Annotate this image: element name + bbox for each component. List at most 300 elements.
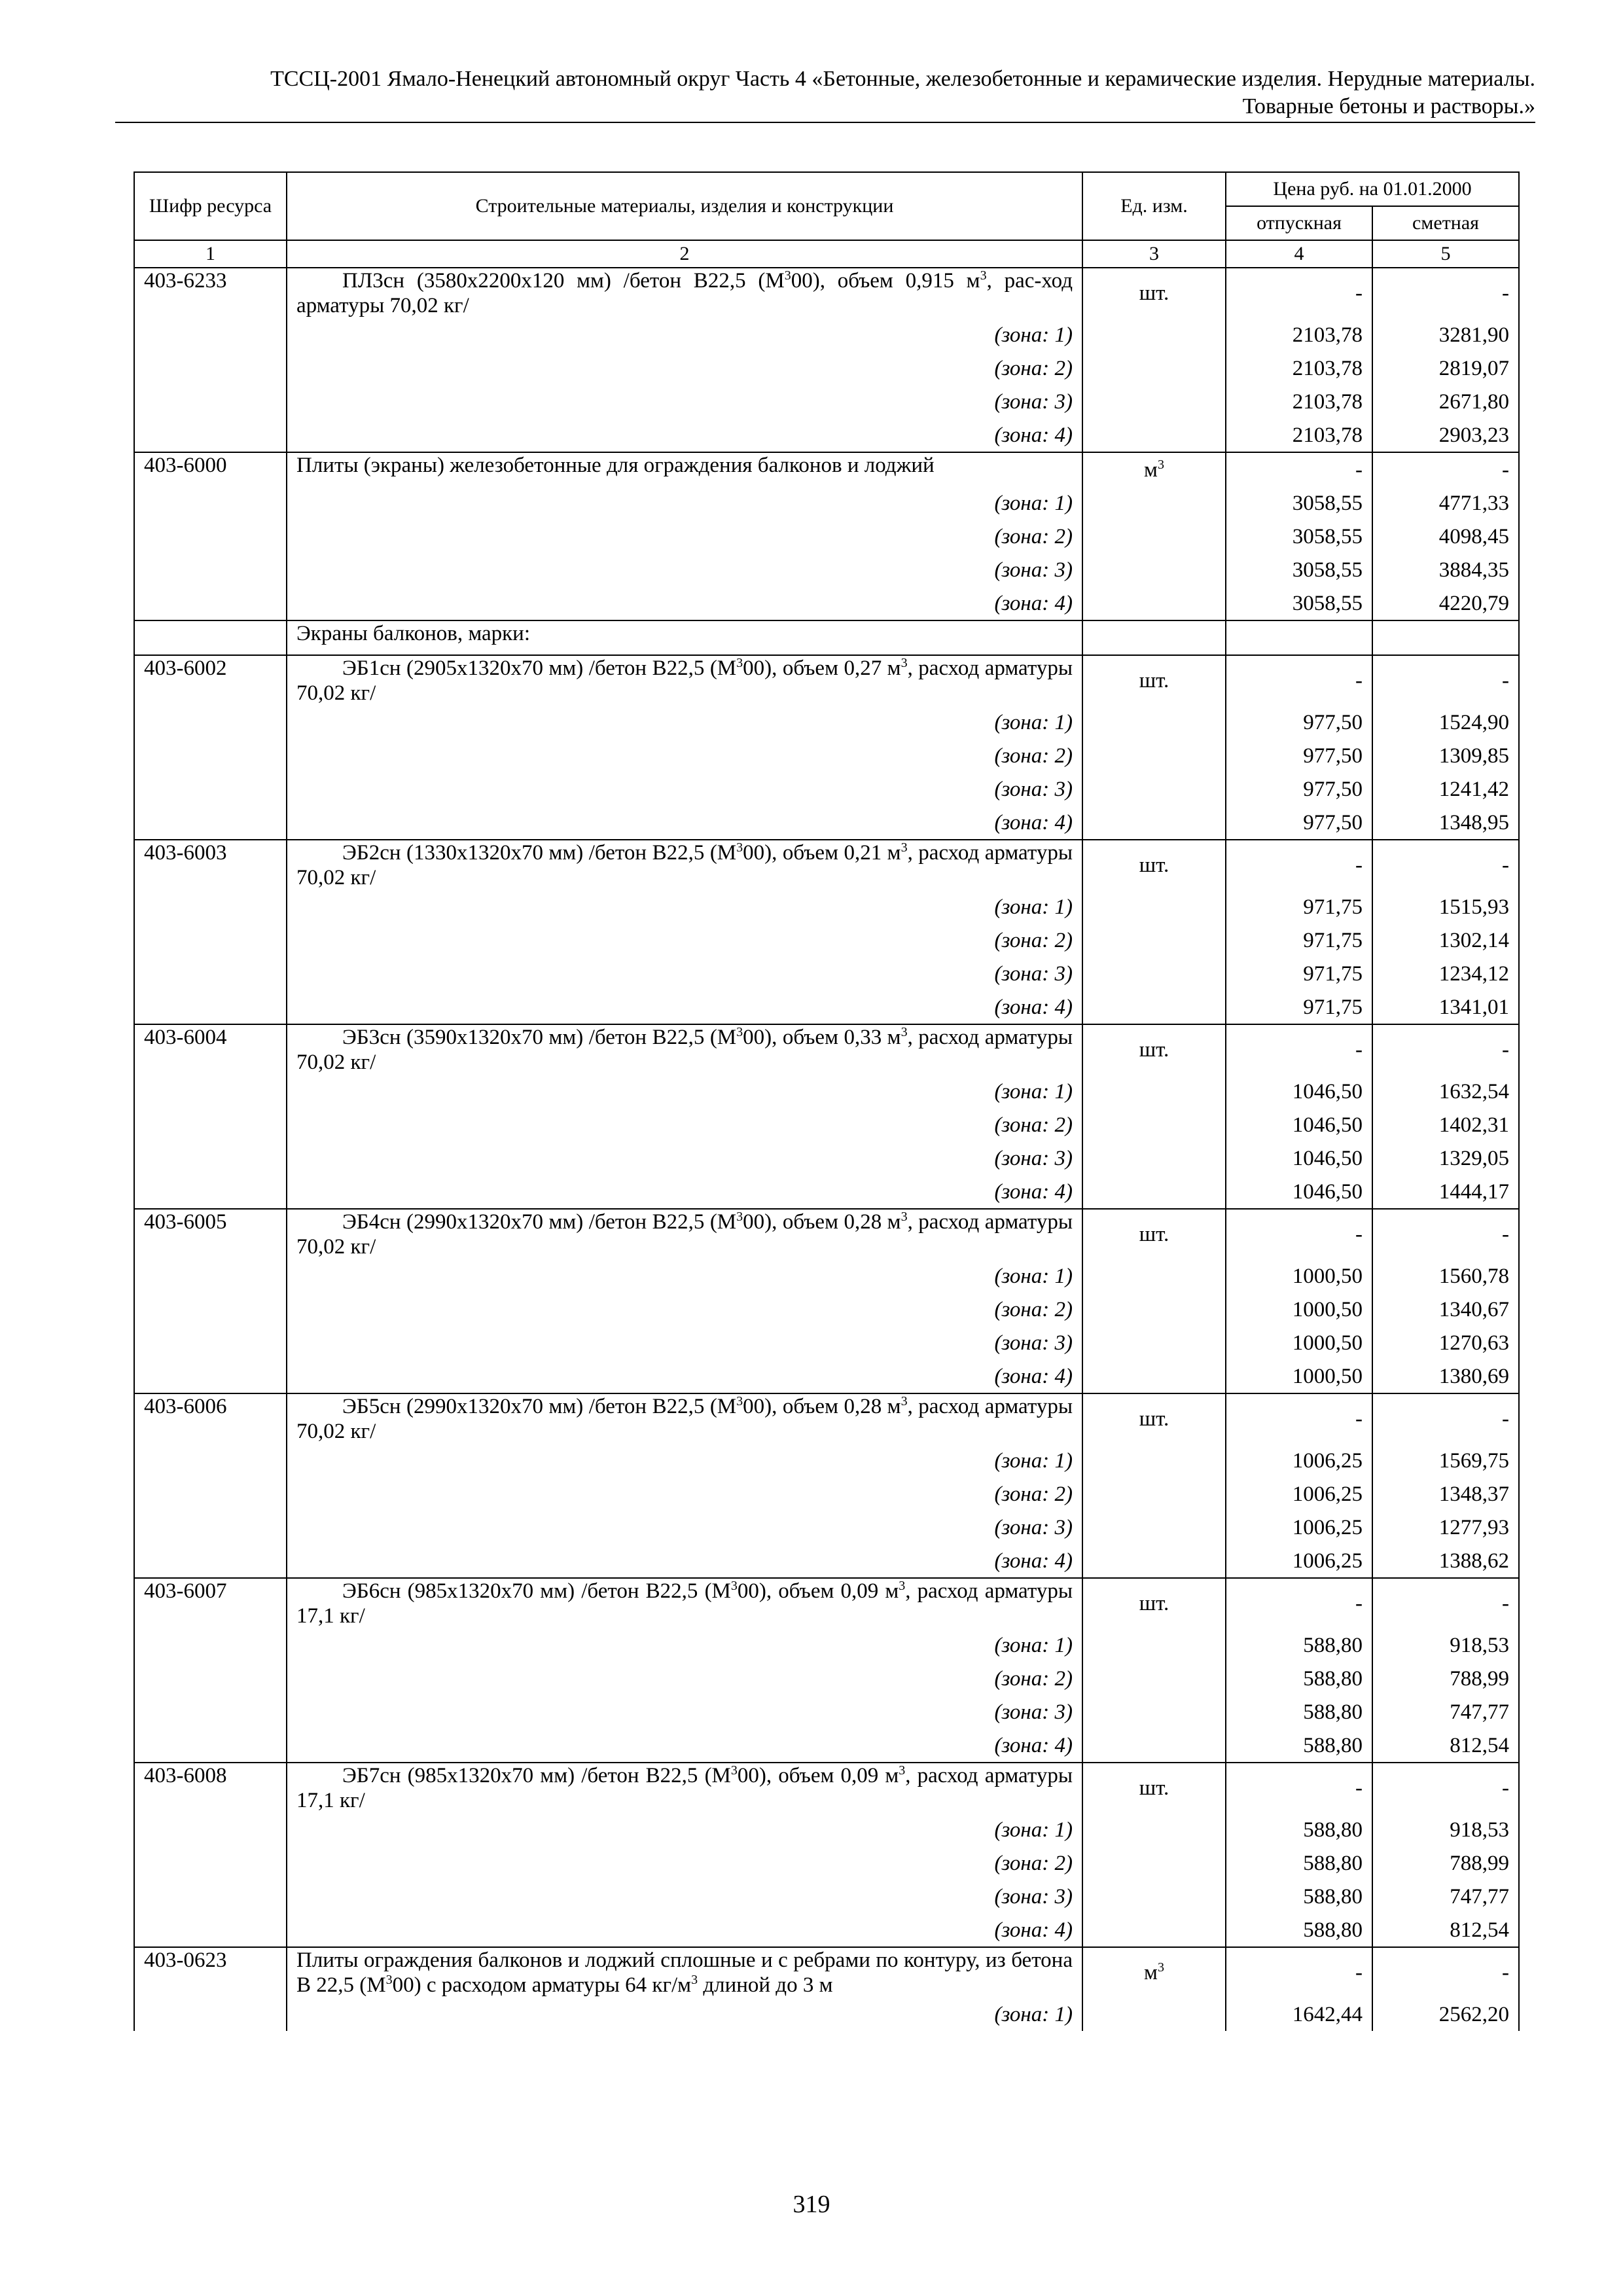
unit-text: шт.	[1139, 1592, 1169, 1615]
description-part: 00) с расходом арматуры 64 кг/м	[392, 1973, 692, 1997]
description-part: , расход арматуры 17,1 кг/	[296, 1579, 1073, 1628]
description-part: 00), объем 0,915 м	[791, 269, 980, 293]
item-code: 403-6005	[134, 1209, 287, 1259]
zone-row	[134, 1813, 1519, 1846]
superscript: 3	[901, 1394, 908, 1408]
price-estimate: 1569,75	[1372, 1444, 1519, 1477]
price-release: 977,50	[1226, 739, 1372, 772]
description-part: ЭБ4сн (2990х1320х70 мм) /бетон В22,5 (М	[342, 1210, 737, 1234]
item-code	[134, 351, 287, 385]
unit-text: шт.	[1139, 1038, 1169, 1062]
description-part: , расход арматуры 70,02 кг/	[296, 1210, 1073, 1259]
superscript: 3	[899, 1763, 906, 1778]
item-unit	[1082, 1359, 1226, 1393]
zone-row	[134, 1913, 1519, 1947]
item-unit	[1082, 318, 1226, 351]
price-release: -	[1226, 655, 1372, 706]
description-text	[296, 268, 1073, 318]
section-label	[287, 620, 1082, 655]
column-header-unit: Ед. изм.	[1082, 172, 1226, 240]
price-estimate: 1241,42	[1372, 772, 1519, 806]
item-code	[134, 1326, 287, 1359]
price-estimate: 1524,90	[1372, 706, 1519, 739]
item-code	[134, 1998, 287, 2031]
column-header-code: Шифр ресурса	[134, 172, 287, 240]
zone-label: (зона: 2)	[287, 351, 1082, 385]
item-code	[134, 1846, 287, 1880]
item-code	[134, 486, 287, 520]
price-release: 1006,25	[1226, 1511, 1372, 1544]
price-release: 588,80	[1226, 1846, 1372, 1880]
price-release: 3058,55	[1226, 486, 1372, 520]
item-code	[134, 620, 287, 655]
description-text	[296, 1025, 1073, 1075]
item-unit	[1082, 1393, 1226, 1444]
description-part: ЭБ5сн (2990х1320х70 мм) /бетон В22,5 (М	[342, 1395, 737, 1418]
zone-label: (зона: 1)	[287, 1444, 1082, 1477]
item-unit	[1082, 418, 1226, 452]
item-unit	[1082, 1628, 1226, 1662]
price-release: -	[1226, 840, 1372, 890]
zone-row	[134, 772, 1519, 806]
price-release: 971,75	[1226, 957, 1372, 990]
price-release: 1006,25	[1226, 1477, 1372, 1511]
zone-label: (зона: 3)	[287, 553, 1082, 586]
price-release: 1006,25	[1226, 1544, 1372, 1578]
item-description	[287, 452, 1082, 486]
superscript: 3	[901, 1210, 908, 1224]
price-estimate: -	[1372, 1393, 1519, 1444]
description-part: длиной до 3 м	[698, 1973, 833, 1997]
price-release: 971,75	[1226, 890, 1372, 924]
zone-row	[134, 385, 1519, 418]
price-estimate: 1402,31	[1372, 1108, 1519, 1141]
description-part: ЭБ6сн (985х1320х70 мм) /бетон В22,5 (М	[342, 1579, 731, 1603]
description-text	[296, 1579, 1073, 1628]
zone-row	[134, 1662, 1519, 1695]
price-release: 1046,50	[1226, 1141, 1372, 1175]
price-release: 1046,50	[1226, 1175, 1372, 1209]
superscript: 3	[730, 1579, 738, 1593]
item-unit	[1082, 1209, 1226, 1259]
zone-row	[134, 1511, 1519, 1544]
zone-label: (зона: 2)	[287, 1477, 1082, 1511]
item-code	[134, 1444, 287, 1477]
item-unit	[1082, 990, 1226, 1024]
item-unit	[1082, 1444, 1226, 1477]
item-code	[134, 1628, 287, 1662]
price-estimate: 747,77	[1372, 1880, 1519, 1913]
zone-row	[134, 1108, 1519, 1141]
zone-label: (зона: 2)	[287, 1846, 1082, 1880]
description-part: 00), объем 0,28 м	[743, 1210, 901, 1234]
unit-text: шт.	[1139, 669, 1169, 692]
zone-label: (зона: 3)	[287, 1141, 1082, 1175]
item-unit	[1082, 1544, 1226, 1578]
item-unit	[1082, 620, 1226, 655]
price-estimate: 1515,93	[1372, 890, 1519, 924]
price-estimate: 2562,20	[1372, 1998, 1519, 2031]
item-code	[134, 1359, 287, 1393]
table-row	[134, 1393, 1519, 1444]
zone-label: (зона: 3)	[287, 957, 1082, 990]
unit-text: шт.	[1139, 1223, 1169, 1246]
item-description	[287, 1393, 1082, 1444]
item-code	[134, 1511, 287, 1544]
item-code	[134, 806, 287, 840]
item-unit	[1082, 1108, 1226, 1141]
item-code: 403-6004	[134, 1024, 287, 1075]
price-estimate: 1632,54	[1372, 1075, 1519, 1108]
zone-row	[134, 1075, 1519, 1108]
item-description	[287, 1209, 1082, 1259]
description-part: Плиты (экраны) железобетонные для ограждения балконов и лоджий	[296, 454, 935, 477]
description-part: ЭБ2сн (1330х1320х70 мм) /бетон В22,5 (М	[342, 841, 737, 865]
description-part: 00), объем 0,09 м	[737, 1764, 899, 1787]
zone-label: (зона: 2)	[287, 1108, 1082, 1141]
item-code	[134, 890, 287, 924]
column-header-price: Цена руб. на 01.01.2000	[1226, 172, 1519, 206]
price-release: 1046,50	[1226, 1108, 1372, 1141]
column-number: 3	[1082, 240, 1226, 268]
item-code	[134, 772, 287, 806]
description-part: , расход арматуры 70,02 кг/	[296, 656, 1073, 705]
item-unit	[1082, 1662, 1226, 1695]
table-body	[134, 268, 1519, 2031]
zone-label: (зона: 2)	[287, 1662, 1082, 1695]
price-release: 2103,78	[1226, 318, 1372, 351]
price-release: 1642,44	[1226, 1998, 1372, 2031]
item-description	[287, 1578, 1082, 1628]
price-release: 2103,78	[1226, 351, 1372, 385]
zone-row	[134, 1444, 1519, 1477]
item-code	[134, 739, 287, 772]
zone-label: (зона: 1)	[287, 1259, 1082, 1293]
superscript: 3	[1157, 457, 1164, 472]
description-text	[296, 1210, 1073, 1259]
zone-label: (зона: 3)	[287, 1511, 1082, 1544]
column-header-estimate: сметная	[1372, 206, 1519, 240]
item-code	[134, 1477, 287, 1511]
item-code	[134, 706, 287, 739]
price-estimate: 812,54	[1372, 1729, 1519, 1763]
price-estimate: 1388,62	[1372, 1544, 1519, 1578]
description-part: Плиты ограждения балконов и лоджий сплошные и с ребрами по контуру, из бетона В 22,5 (М	[296, 1948, 1073, 1997]
price-estimate: 788,99	[1372, 1846, 1519, 1880]
item-unit	[1082, 1998, 1226, 2031]
zone-row	[134, 1998, 1519, 2031]
zone-row	[134, 1846, 1519, 1880]
unit-text: шт.	[1139, 281, 1169, 305]
price-estimate: 3281,90	[1372, 318, 1519, 351]
item-unit	[1082, 385, 1226, 418]
item-code: 403-6007	[134, 1578, 287, 1628]
zone-label: (зона: 4)	[287, 1175, 1082, 1209]
price-estimate: 1341,01	[1372, 990, 1519, 1024]
item-code	[134, 1108, 287, 1141]
price-release: 1006,25	[1226, 1444, 1372, 1477]
zone-row	[134, 990, 1519, 1024]
item-unit	[1082, 1813, 1226, 1846]
column-number: 2	[287, 240, 1082, 268]
zone-label: (зона: 4)	[287, 418, 1082, 452]
price-release: 971,75	[1226, 924, 1372, 957]
zone-label: (зона: 4)	[287, 1729, 1082, 1763]
price-estimate: 747,77	[1372, 1695, 1519, 1729]
item-unit	[1082, 1729, 1226, 1763]
zone-label: (зона: 3)	[287, 1326, 1082, 1359]
price-release: -	[1226, 1578, 1372, 1628]
zone-label: (зона: 4)	[287, 1359, 1082, 1393]
description-text	[296, 840, 1073, 890]
table-row	[134, 1763, 1519, 1813]
zone-row	[134, 1880, 1519, 1913]
page-number: 319	[793, 2191, 830, 2218]
item-unit	[1082, 452, 1226, 486]
item-code	[134, 1175, 287, 1209]
column-header-release: отпускная	[1226, 206, 1372, 240]
price-release: -	[1226, 1947, 1372, 1998]
price-table	[134, 171, 1520, 2031]
item-code	[134, 1662, 287, 1695]
item-unit	[1082, 1141, 1226, 1175]
price-release: 2103,78	[1226, 385, 1372, 418]
item-unit	[1082, 1846, 1226, 1880]
description-part: , рас-ход арматуры 70,02 кг/	[296, 269, 1073, 317]
price-release: 1000,50	[1226, 1293, 1372, 1326]
price-estimate: 1560,78	[1372, 1259, 1519, 1293]
price-estimate	[1372, 620, 1519, 655]
price-release: 588,80	[1226, 1628, 1372, 1662]
price-release: -	[1226, 268, 1372, 318]
unit-text: шт.	[1139, 1776, 1169, 1800]
price-estimate: 788,99	[1372, 1662, 1519, 1695]
price-estimate: -	[1372, 840, 1519, 890]
item-unit	[1082, 486, 1226, 520]
item-unit	[1082, 351, 1226, 385]
table-row	[134, 452, 1519, 486]
item-unit	[1082, 706, 1226, 739]
description-part: 00), объем 0,27 м	[743, 656, 901, 680]
zone-row	[134, 1359, 1519, 1393]
price-release: 588,80	[1226, 1813, 1372, 1846]
price-release: 588,80	[1226, 1729, 1372, 1763]
zone-label: (зона: 4)	[287, 806, 1082, 840]
item-unit	[1082, 553, 1226, 586]
price-estimate: 4771,33	[1372, 486, 1519, 520]
item-unit	[1082, 586, 1226, 620]
zone-label: (зона: 2)	[287, 520, 1082, 553]
item-code	[134, 1729, 287, 1763]
superscript: 3	[385, 1973, 393, 1987]
item-code: 403-6233	[134, 268, 287, 318]
description-part: 00), объем 0,33 м	[743, 1026, 901, 1049]
item-code: 403-6000	[134, 452, 287, 486]
superscript: 3	[736, 1025, 743, 1039]
description-part: , расход арматуры 17,1 кг/	[296, 1764, 1073, 1812]
zone-row	[134, 486, 1519, 520]
item-unit	[1082, 806, 1226, 840]
item-code	[134, 1913, 287, 1947]
column-header-name: Строительные материалы, изделия и конструкции	[287, 172, 1082, 240]
price-estimate: 2671,80	[1372, 385, 1519, 418]
item-unit	[1082, 772, 1226, 806]
price-estimate: 1329,05	[1372, 1141, 1519, 1175]
price-release: 588,80	[1226, 1662, 1372, 1695]
zone-row	[134, 1477, 1519, 1511]
price-release: 1046,50	[1226, 1075, 1372, 1108]
item-unit	[1082, 268, 1226, 318]
price-estimate: 1309,85	[1372, 739, 1519, 772]
price-estimate: -	[1372, 655, 1519, 706]
zone-row	[134, 1326, 1519, 1359]
price-estimate: 918,53	[1372, 1628, 1519, 1662]
price-estimate: -	[1372, 1209, 1519, 1259]
price-release: 588,80	[1226, 1880, 1372, 1913]
price-release: 588,80	[1226, 1695, 1372, 1729]
zone-row	[134, 1259, 1519, 1293]
zone-label: (зона: 3)	[287, 772, 1082, 806]
item-unit	[1082, 957, 1226, 990]
zone-row	[134, 586, 1519, 620]
zone-row	[134, 957, 1519, 990]
superscript: 3	[901, 656, 908, 670]
price-release: 977,50	[1226, 706, 1372, 739]
price-estimate: -	[1372, 268, 1519, 318]
zone-row	[134, 1544, 1519, 1578]
description-part: , расход арматуры 70,02 кг/	[296, 1395, 1073, 1443]
price-estimate: 1277,93	[1372, 1511, 1519, 1544]
item-description	[287, 1947, 1082, 1998]
item-code	[134, 1880, 287, 1913]
zone-row	[134, 1293, 1519, 1326]
item-unit	[1082, 1695, 1226, 1729]
item-unit	[1082, 655, 1226, 706]
header-rule	[115, 122, 1535, 123]
item-description	[287, 655, 1082, 706]
price-release: 588,80	[1226, 1913, 1372, 1947]
zone-row	[134, 890, 1519, 924]
item-unit	[1082, 840, 1226, 890]
superscript: 3	[901, 1025, 908, 1039]
table-head	[134, 172, 1519, 268]
price-release: 977,50	[1226, 806, 1372, 840]
price-release: -	[1226, 452, 1372, 486]
zone-row	[134, 739, 1519, 772]
description-part: ЭБ7сн (985х1320х70 мм) /бетон В22,5 (М	[342, 1764, 731, 1787]
zone-label: (зона: 1)	[287, 1628, 1082, 1662]
zone-label: (зона: 1)	[287, 706, 1082, 739]
item-code	[134, 957, 287, 990]
item-code: 403-0623	[134, 1947, 287, 1998]
item-description	[287, 1024, 1082, 1075]
price-estimate: -	[1372, 1763, 1519, 1813]
item-unit	[1082, 890, 1226, 924]
item-code	[134, 1544, 287, 1578]
table-row	[134, 655, 1519, 706]
item-unit	[1082, 1024, 1226, 1075]
price-estimate: 2819,07	[1372, 351, 1519, 385]
price-release: -	[1226, 1763, 1372, 1813]
item-code	[134, 1293, 287, 1326]
description-part: 00), объем 0,21 м	[743, 841, 901, 865]
item-code	[134, 385, 287, 418]
price-estimate: -	[1372, 1578, 1519, 1628]
price-release: 2103,78	[1226, 418, 1372, 452]
zone-row	[134, 1628, 1519, 1662]
price-release: 3058,55	[1226, 520, 1372, 553]
superscript: 3	[736, 840, 743, 855]
item-code	[134, 586, 287, 620]
item-code	[134, 318, 287, 351]
zone-row	[134, 706, 1519, 739]
price-estimate: 2903,23	[1372, 418, 1519, 452]
unit-text: м	[1144, 457, 1158, 482]
zone-label: (зона: 1)	[287, 890, 1082, 924]
price-estimate: 1302,14	[1372, 924, 1519, 957]
superscript: 3	[730, 1763, 738, 1778]
zone-label: (зона: 2)	[287, 924, 1082, 957]
item-code	[134, 520, 287, 553]
item-code: 403-6002	[134, 655, 287, 706]
zone-row	[134, 924, 1519, 957]
item-code: 403-6003	[134, 840, 287, 890]
description-part: , расход арматуры 70,02 кг/	[296, 841, 1073, 889]
zone-row	[134, 1175, 1519, 1209]
item-description	[287, 1763, 1082, 1813]
superscript: 3	[1157, 1960, 1164, 1975]
price-estimate: -	[1372, 1947, 1519, 1998]
table-row	[134, 268, 1519, 318]
price-estimate: 1348,95	[1372, 806, 1519, 840]
zone-label: (зона: 2)	[287, 739, 1082, 772]
item-unit	[1082, 1763, 1226, 1813]
item-unit	[1082, 1511, 1226, 1544]
item-unit	[1082, 520, 1226, 553]
column-number: 4	[1226, 240, 1372, 268]
price-estimate: 1348,37	[1372, 1477, 1519, 1511]
item-code: 403-6008	[134, 1763, 287, 1813]
zone-label: (зона: 1)	[287, 1075, 1082, 1108]
zone-label: (зона: 1)	[287, 1813, 1082, 1846]
zone-row	[134, 553, 1519, 586]
item-code	[134, 1141, 287, 1175]
price-estimate: 1270,63	[1372, 1326, 1519, 1359]
description-text	[296, 1394, 1073, 1444]
zone-label: (зона: 1)	[287, 318, 1082, 351]
zone-label: (зона: 3)	[287, 385, 1082, 418]
price-estimate: 3884,35	[1372, 553, 1519, 586]
description-part: 00), объем 0,09 м	[737, 1579, 899, 1603]
item-unit	[1082, 1880, 1226, 1913]
description-part: ПЛ3сн (3580х2200х120 мм) /бетон В22,5 (М	[342, 269, 785, 293]
superscript: 3	[784, 268, 791, 283]
superscript: 3	[736, 1210, 743, 1224]
zone-row	[134, 1729, 1519, 1763]
description-text	[296, 1763, 1073, 1813]
table-row	[134, 1209, 1519, 1259]
price-release: 1000,50	[1226, 1326, 1372, 1359]
price-estimate: 918,53	[1372, 1813, 1519, 1846]
superscript: 3	[899, 1579, 906, 1593]
item-unit	[1082, 1326, 1226, 1359]
header-line-2: Товарные бетоны и растворы.»	[1242, 94, 1535, 118]
zone-label: (зона: 1)	[287, 1998, 1082, 2031]
price-release: 1000,50	[1226, 1259, 1372, 1293]
price-estimate: 1380,69	[1372, 1359, 1519, 1393]
section-row	[134, 620, 1519, 655]
price-release: -	[1226, 1393, 1372, 1444]
